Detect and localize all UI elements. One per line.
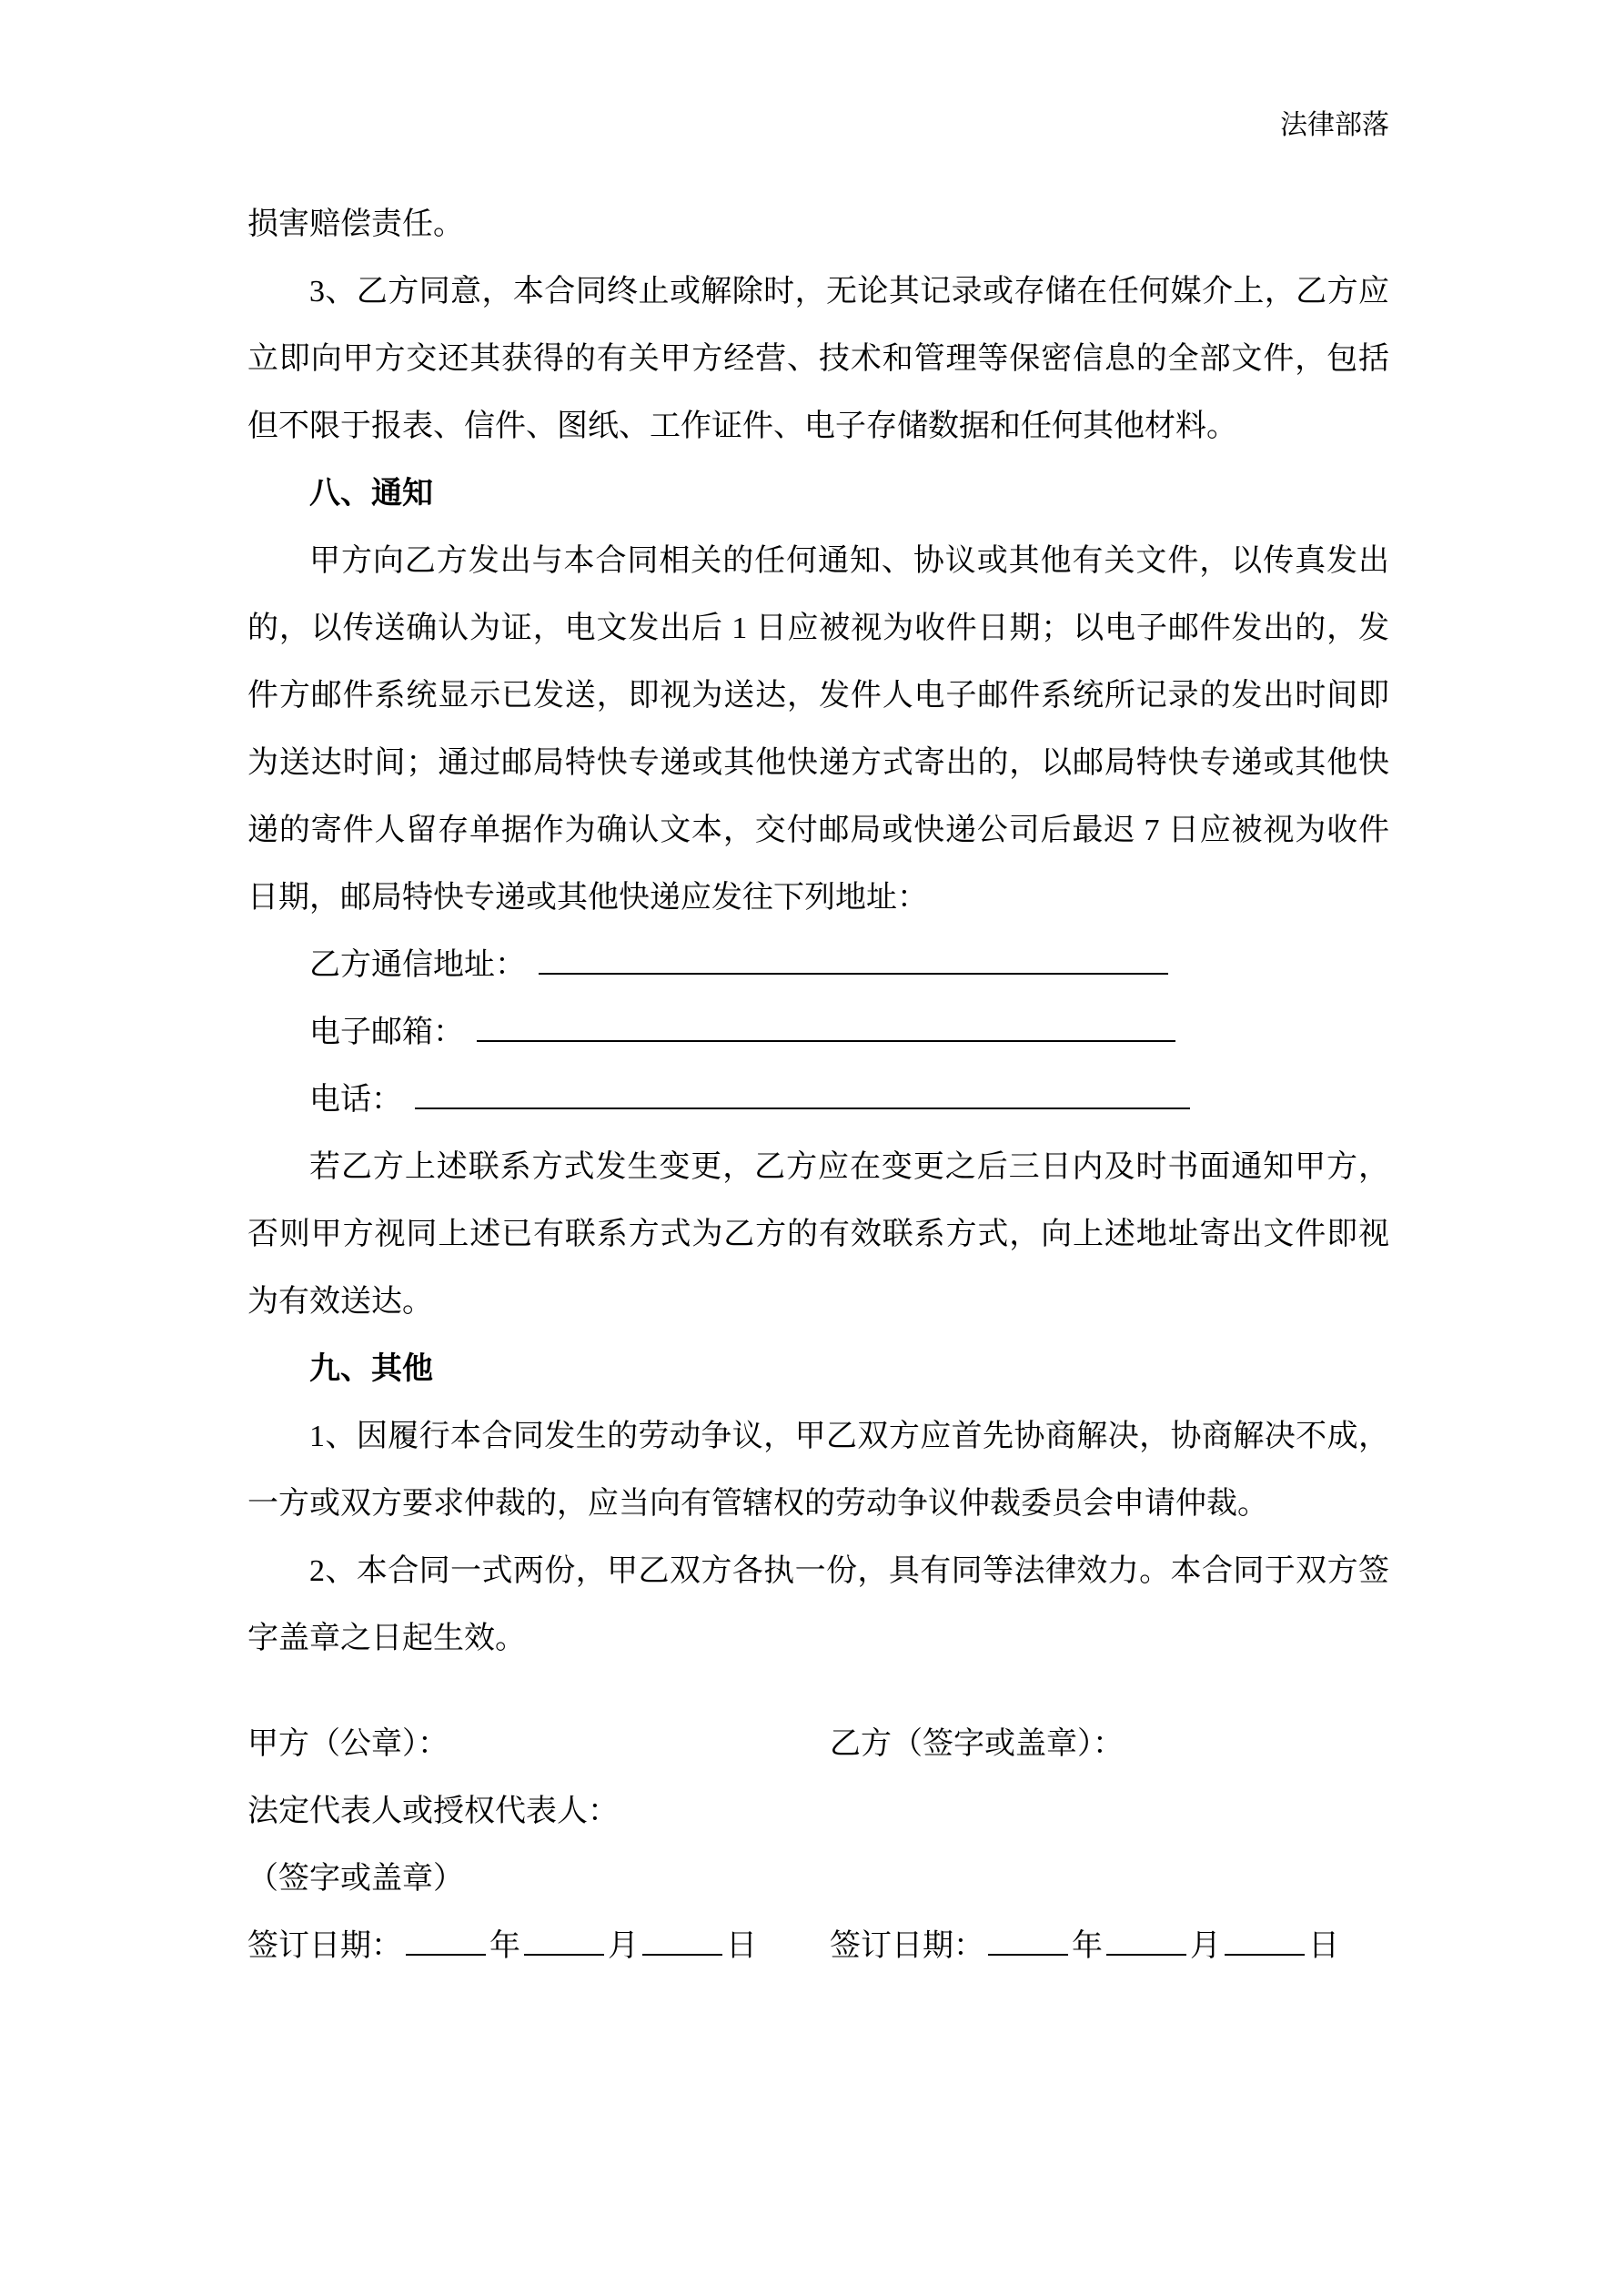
year-blank-a [406, 1927, 486, 1956]
party-b-date-line [830, 1913, 1389, 1980]
email-blank-line [477, 1013, 1175, 1042]
field-line-email [247, 999, 1389, 1067]
year-blank-b [988, 1927, 1068, 1956]
field-line-address [247, 932, 1389, 999]
heading-section-8-notice: 八、通知 [309, 477, 433, 511]
signature-row-dates [247, 1913, 1389, 1980]
paragraph-damage-liability: 损害赔偿责任。 [247, 207, 464, 241]
field-line-phone [247, 1067, 1389, 1134]
month-blank-a [524, 1927, 604, 1956]
paragraph-clause-1-dispute-arbitration: 1、因履行本合同发生的劳动争议，甲乙双方应首先协商解决，协商解决不成，一方或双方要求仲裁的，应当向有管辖权的劳动争议仲裁委员会申请仲裁。 [247, 1420, 1389, 1521]
heading-section-9-other: 九、其他 [309, 1352, 433, 1386]
signature-row-parties [247, 1711, 1389, 1778]
signature-row-sign-or-seal [247, 1846, 1389, 1913]
signature-row-representative [247, 1778, 1389, 1846]
month-label-b: 月 [1190, 1929, 1221, 1963]
sign-or-seal-label: （签字或盖章） [247, 1862, 464, 1896]
paragraph-contact-change-notice: 若乙方上述联系方式发生变更，乙方应在变更之后三日内及时书面通知甲方，否则甲方视同上述已有联系方式为乙方的有效联系方式，向上述地址寄出文件即视为有效送达。 [247, 1150, 1389, 1319]
site-watermark: 法律部落 [1280, 110, 1389, 140]
party-a-seal-label: 甲方（公章）： [247, 1727, 449, 1761]
party-b-sign-label: 乙方（签字或盖章）： [830, 1727, 1124, 1761]
phone-label: 电话： [309, 1083, 402, 1117]
legal-representative-label: 法定代表人或授权代表人： [247, 1795, 619, 1828]
address-blank-line [539, 946, 1168, 975]
phone-blank-line [415, 1080, 1190, 1109]
month-blank-b [1106, 1927, 1186, 1956]
signature-block [247, 1711, 1389, 1980]
paragraph-notice-delivery-terms: 甲方向乙方发出与本合同相关的任何通知、协议或其他有关文件，以传真发出的，以传送确认为证，电文发出后 1 日应被视为收件日期；以电子邮件发出的，发件方邮件系统显示已发送，即视为送达，发件人电子邮件系统所记录的发出时间即为送达时间；通过邮局特快专递或其他快递方式寄出的，以邮局特快专递或其他快递的寄件人留存单据作为确认文本，交付邮局或快递公司后最迟 7 日应被视为收件日期，邮局特快专递或其他快递应发往下列地址： [247, 544, 1389, 915]
address-label: 乙方通信地址： [309, 948, 526, 982]
year-label-a: 年 [489, 1929, 520, 1963]
day-blank-b [1225, 1927, 1305, 1956]
party-a-date-line [247, 1913, 830, 1980]
day-label-a: 日 [726, 1929, 757, 1963]
paragraph-clause-2-counterparts-effect: 2、本合同一式两份，甲乙双方各执一份，具有同等法律效力。本合同于双方签字盖章之日起生效。 [247, 1554, 1389, 1655]
day-label-b: 日 [1308, 1929, 1339, 1963]
day-blank-a [642, 1927, 722, 1956]
month-label-a: 月 [608, 1929, 639, 1963]
document-body [247, 191, 1389, 1980]
email-label: 电子邮箱： [309, 1016, 464, 1049]
year-label-b: 年 [1072, 1929, 1103, 1963]
paragraph-clause-3-return-documents: 3、乙方同意，本合同终止或解除时，无论其记录或存储在任何媒介上，乙方应立即向甲方交还其获得的有关甲方经营、技术和管理等保密信息的全部文件，包括但不限于报表、信件、图纸、工作证件、电子存储数据和任何其他材料。 [247, 275, 1389, 443]
date-label-a: 签订日期： [247, 1929, 402, 1963]
date-label-b: 签订日期： [830, 1929, 984, 1963]
